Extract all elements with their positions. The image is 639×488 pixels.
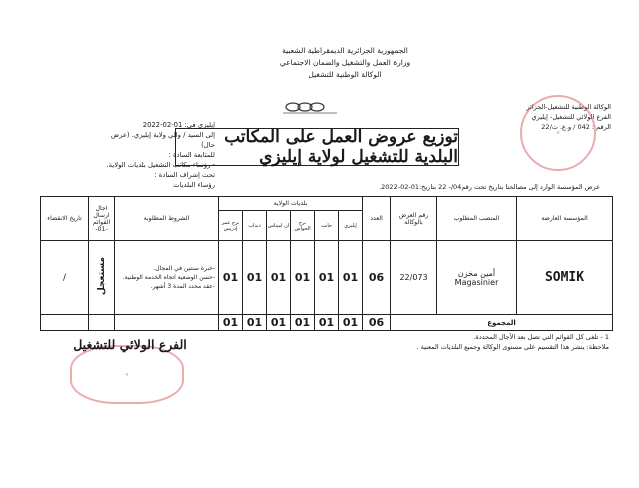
condition-contract: -عقد محدد المدة 3 أشهر. [150,283,215,290]
header-offer-number: رقم العرض بالوكالة [391,197,437,241]
total-djanet: 01 [315,315,339,331]
header-company: المؤسسة العارضة [517,197,613,241]
offer-reference-line: عرض المؤسسة الوارد إلى مصالحنا بتاريخ تحت رقم04/- 22 بتاريخ:01-02-2022. [379,183,600,191]
table-row [41,241,613,315]
header-expiry: تاريخ الانقضاء [41,197,89,241]
position-french: Magasinier [454,277,499,287]
distribution-djanet: 01 [315,241,339,315]
position-arabic: أمين مخزن [457,268,496,278]
note-deadline: 1 - تلغى كل القوائم التي تصل بعد الآجال المحددة. [473,333,609,341]
expiry-cell: / [41,241,89,315]
sender-branch: الفرع الولائي للتشغيل- إيليزي [531,113,611,121]
header-agency: الوكالة الوطنية للتشغيل [308,70,382,79]
total-debdeb: 01 [243,315,267,331]
official-stamp-right: ★ [520,95,596,171]
position-cell [437,241,517,315]
official-stamp-left: ★ [70,345,184,404]
total-in-amenas: 01 [267,315,291,331]
total-bordj-el-haoues: 01 [291,315,315,331]
deadline-cell [89,241,115,315]
municipality-bordj-omar-driss: برج عمر إدريس [219,211,243,241]
addressee-wali: إلى السيد / والي ولاية إيليزي. (عرض حال) [110,131,215,149]
total-row [41,315,613,331]
notes-block [349,332,609,352]
condition-experience: -خبرة سنتين في المجال. [153,265,215,272]
total-illizi: 01 [339,315,363,331]
total-bordj-omar-driss: 01 [219,315,243,331]
distribution-bordj-omar-driss: 01 [219,241,243,315]
supervision-label: تحت إشراف السادة : [154,171,215,179]
condition-military: -حسن الوضعية اتجاه الخدمة الوطنية. [122,274,215,281]
total-label: المجموع [391,315,613,331]
municipality-bordj-el-haoues: برج الحواس [291,211,315,241]
header-ministry: وزارة العمل والتشغيل والضمان الاجتماعي [279,58,411,67]
conditions-cell [115,241,219,315]
header-deadline: اجال ارسال القوائم -01- [89,197,115,241]
offer-count: 06 [363,241,391,315]
table-header-row [41,197,613,211]
job-offer-table [40,196,613,331]
municipality-djanet: جانت [315,211,339,241]
sender-agency: الوكالة الوطنية للتشغيل-الجزائر [526,103,611,111]
municipality-in-amenas: ان اميناس [267,211,291,241]
distribution-illizi: 01 [339,241,363,315]
followup-offices: - رؤساء مكاتب التشغيل بلديات الولاية. [106,161,215,169]
reference-number: الرقم : 042 / و.ع. ت/22 [541,123,611,131]
header-republic: الجمهورية الجزائرية الديمقراطية الشعبية [282,46,408,55]
header-position: المنصب المطلوب [437,197,517,241]
supervision-mayors: رؤساء البلديات [173,181,215,189]
followup-label: للمتابعة السادة : [168,151,215,159]
agency-logo [275,102,345,114]
total-count: 06 [363,315,391,331]
header-conditions: الشروط المطلوبة [115,197,219,241]
note-publication: ملاحظة: ينشر هذا التقسيم على مستوى الوكالة وجميع البلديات المعنية . [416,343,609,351]
municipality-debdeb: دبداب [243,211,267,241]
offer-number: 22/073 [391,241,437,315]
company-name: SOMIK [517,241,613,315]
date-line: إيليزي في: 01-02-2022 [142,121,215,129]
deadline-urgent: مستعجل [96,257,107,296]
municipality-illizi: إيليزي [339,211,363,241]
distribution-bordj-el-haoues: 01 [291,241,315,315]
header-municipalities: بلديات الولاية [219,197,363,211]
header-count: العدد [363,197,391,241]
distribution-debdeb: 01 [243,241,267,315]
document-title: توزيع عروض العمل على المكاتب البلدية للتشغيل لولاية إيليزي [175,128,459,166]
signature-branch: الفرع الولائي للتشغيل [73,337,187,352]
distribution-in-amenas: 01 [267,241,291,315]
